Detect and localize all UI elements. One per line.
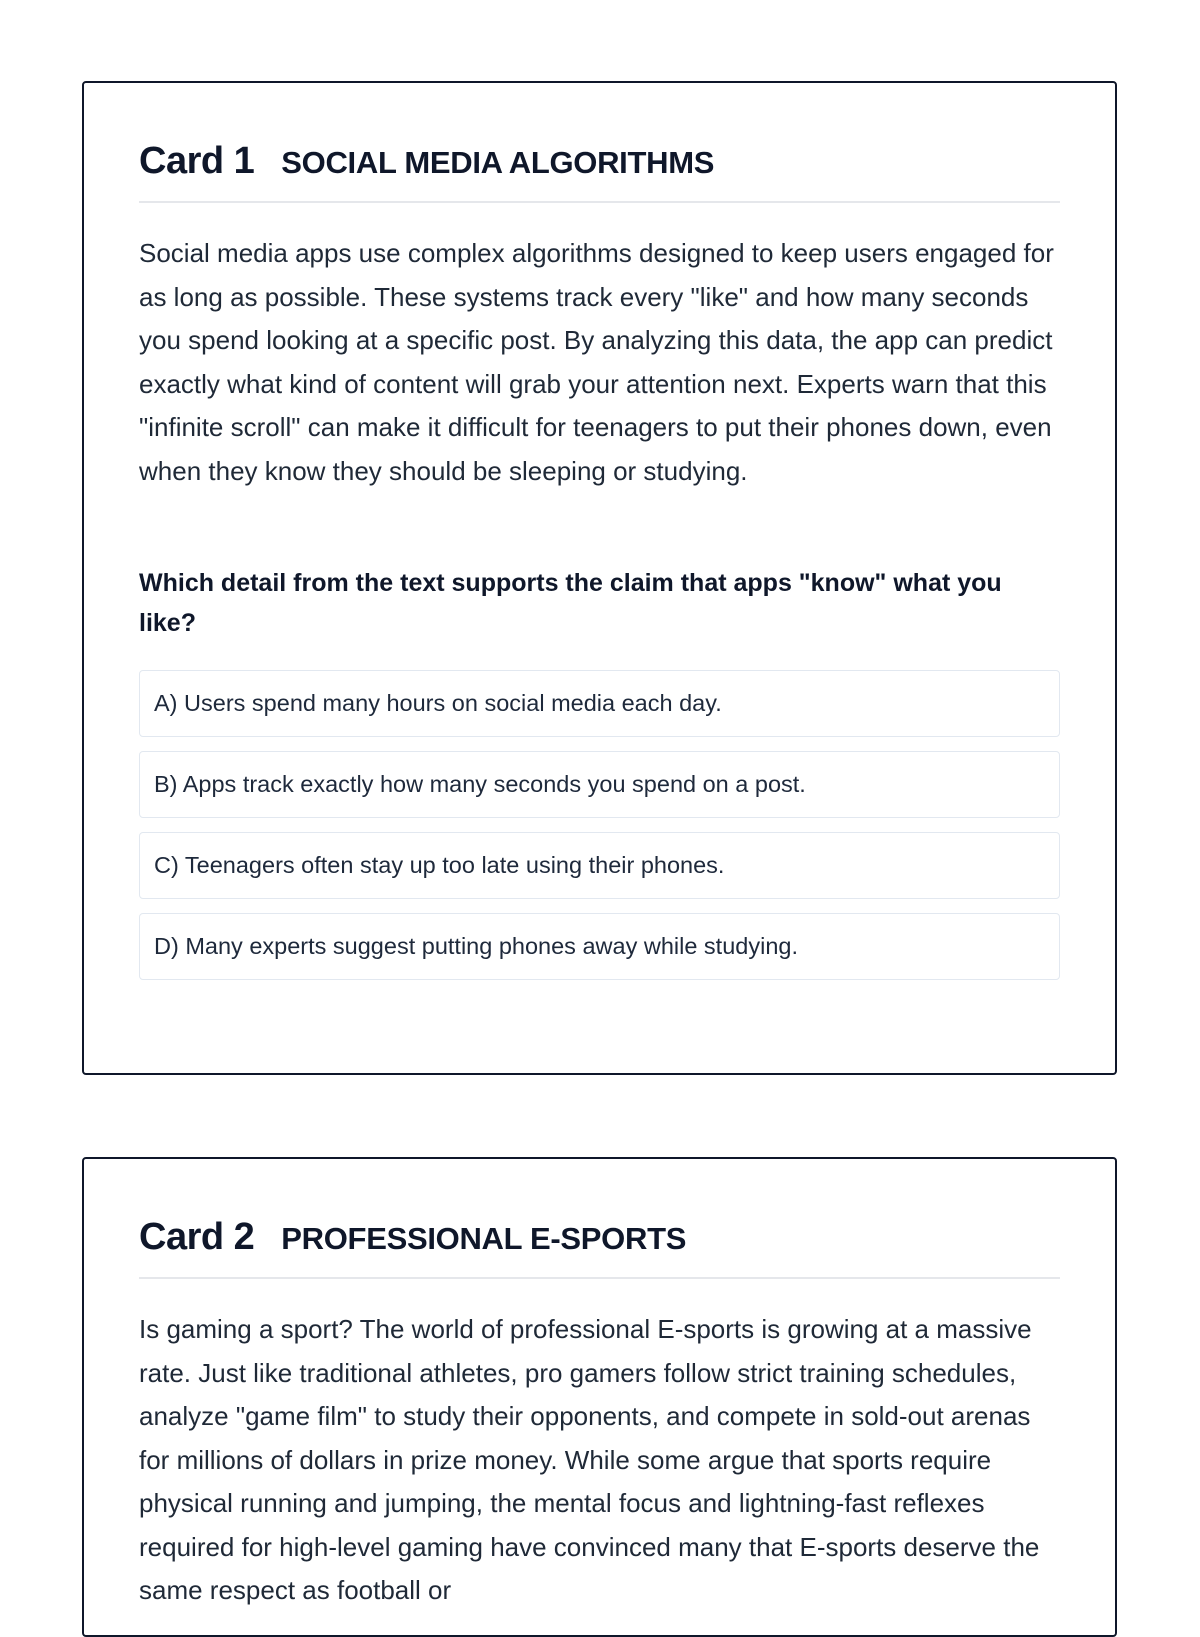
card-number: Card 1 <box>139 140 255 182</box>
reading-passage: Is gaming a sport? The world of professional E-sports is growing at a massive rate. Just like traditional athletes, pro gamers follow strict training schedules, analyze "game film" to study their opponents, and compete in sold-out arenas for millions of dollars in prize money. While some argue that sports require physical running and jumping, the mental focus and lightning-fast reflexes required for high-level gaming have convinced many that E-sports deserve the same respect as football or <box>139 1314 1040 1605</box>
question-prompt: Which detail from the text supports the claim that apps "know" what you like? <box>139 569 1002 637</box>
card-number: Card 2 <box>139 1216 255 1258</box>
answer-options <box>139 670 1060 980</box>
question-card-2 <box>82 1157 1117 1637</box>
card-header <box>139 83 1060 203</box>
card-header <box>139 1159 1060 1279</box>
card-title: SOCIAL MEDIA ALGORITHMS <box>281 145 715 180</box>
answer-option-b[interactable]: B) Apps track exactly how many seconds you spend on a post. <box>139 751 1060 818</box>
card-title: PROFESSIONAL E-SPORTS <box>281 1221 687 1256</box>
answer-option-c[interactable]: C) Teenagers often stay up too late using their phones. <box>139 832 1060 899</box>
question-card-1 <box>82 81 1117 1075</box>
reading-passage: Social media apps use complex algorithms designed to keep users engaged for as long as possible. These systems track every "like" and how many seconds you spend looking at a specific post. By analyzing this data, the app can predict exactly what kind of content will grab your attention next. Experts warn that this "infinite scroll" can make it difficult for teenagers to put their phones down, even when they know they should be sleeping or studying. <box>139 238 1054 486</box>
answer-option-a[interactable]: A) Users spend many hours on social media each day. <box>139 670 1060 737</box>
answer-option-d[interactable]: D) Many experts suggest putting phones away while studying. <box>139 913 1060 980</box>
